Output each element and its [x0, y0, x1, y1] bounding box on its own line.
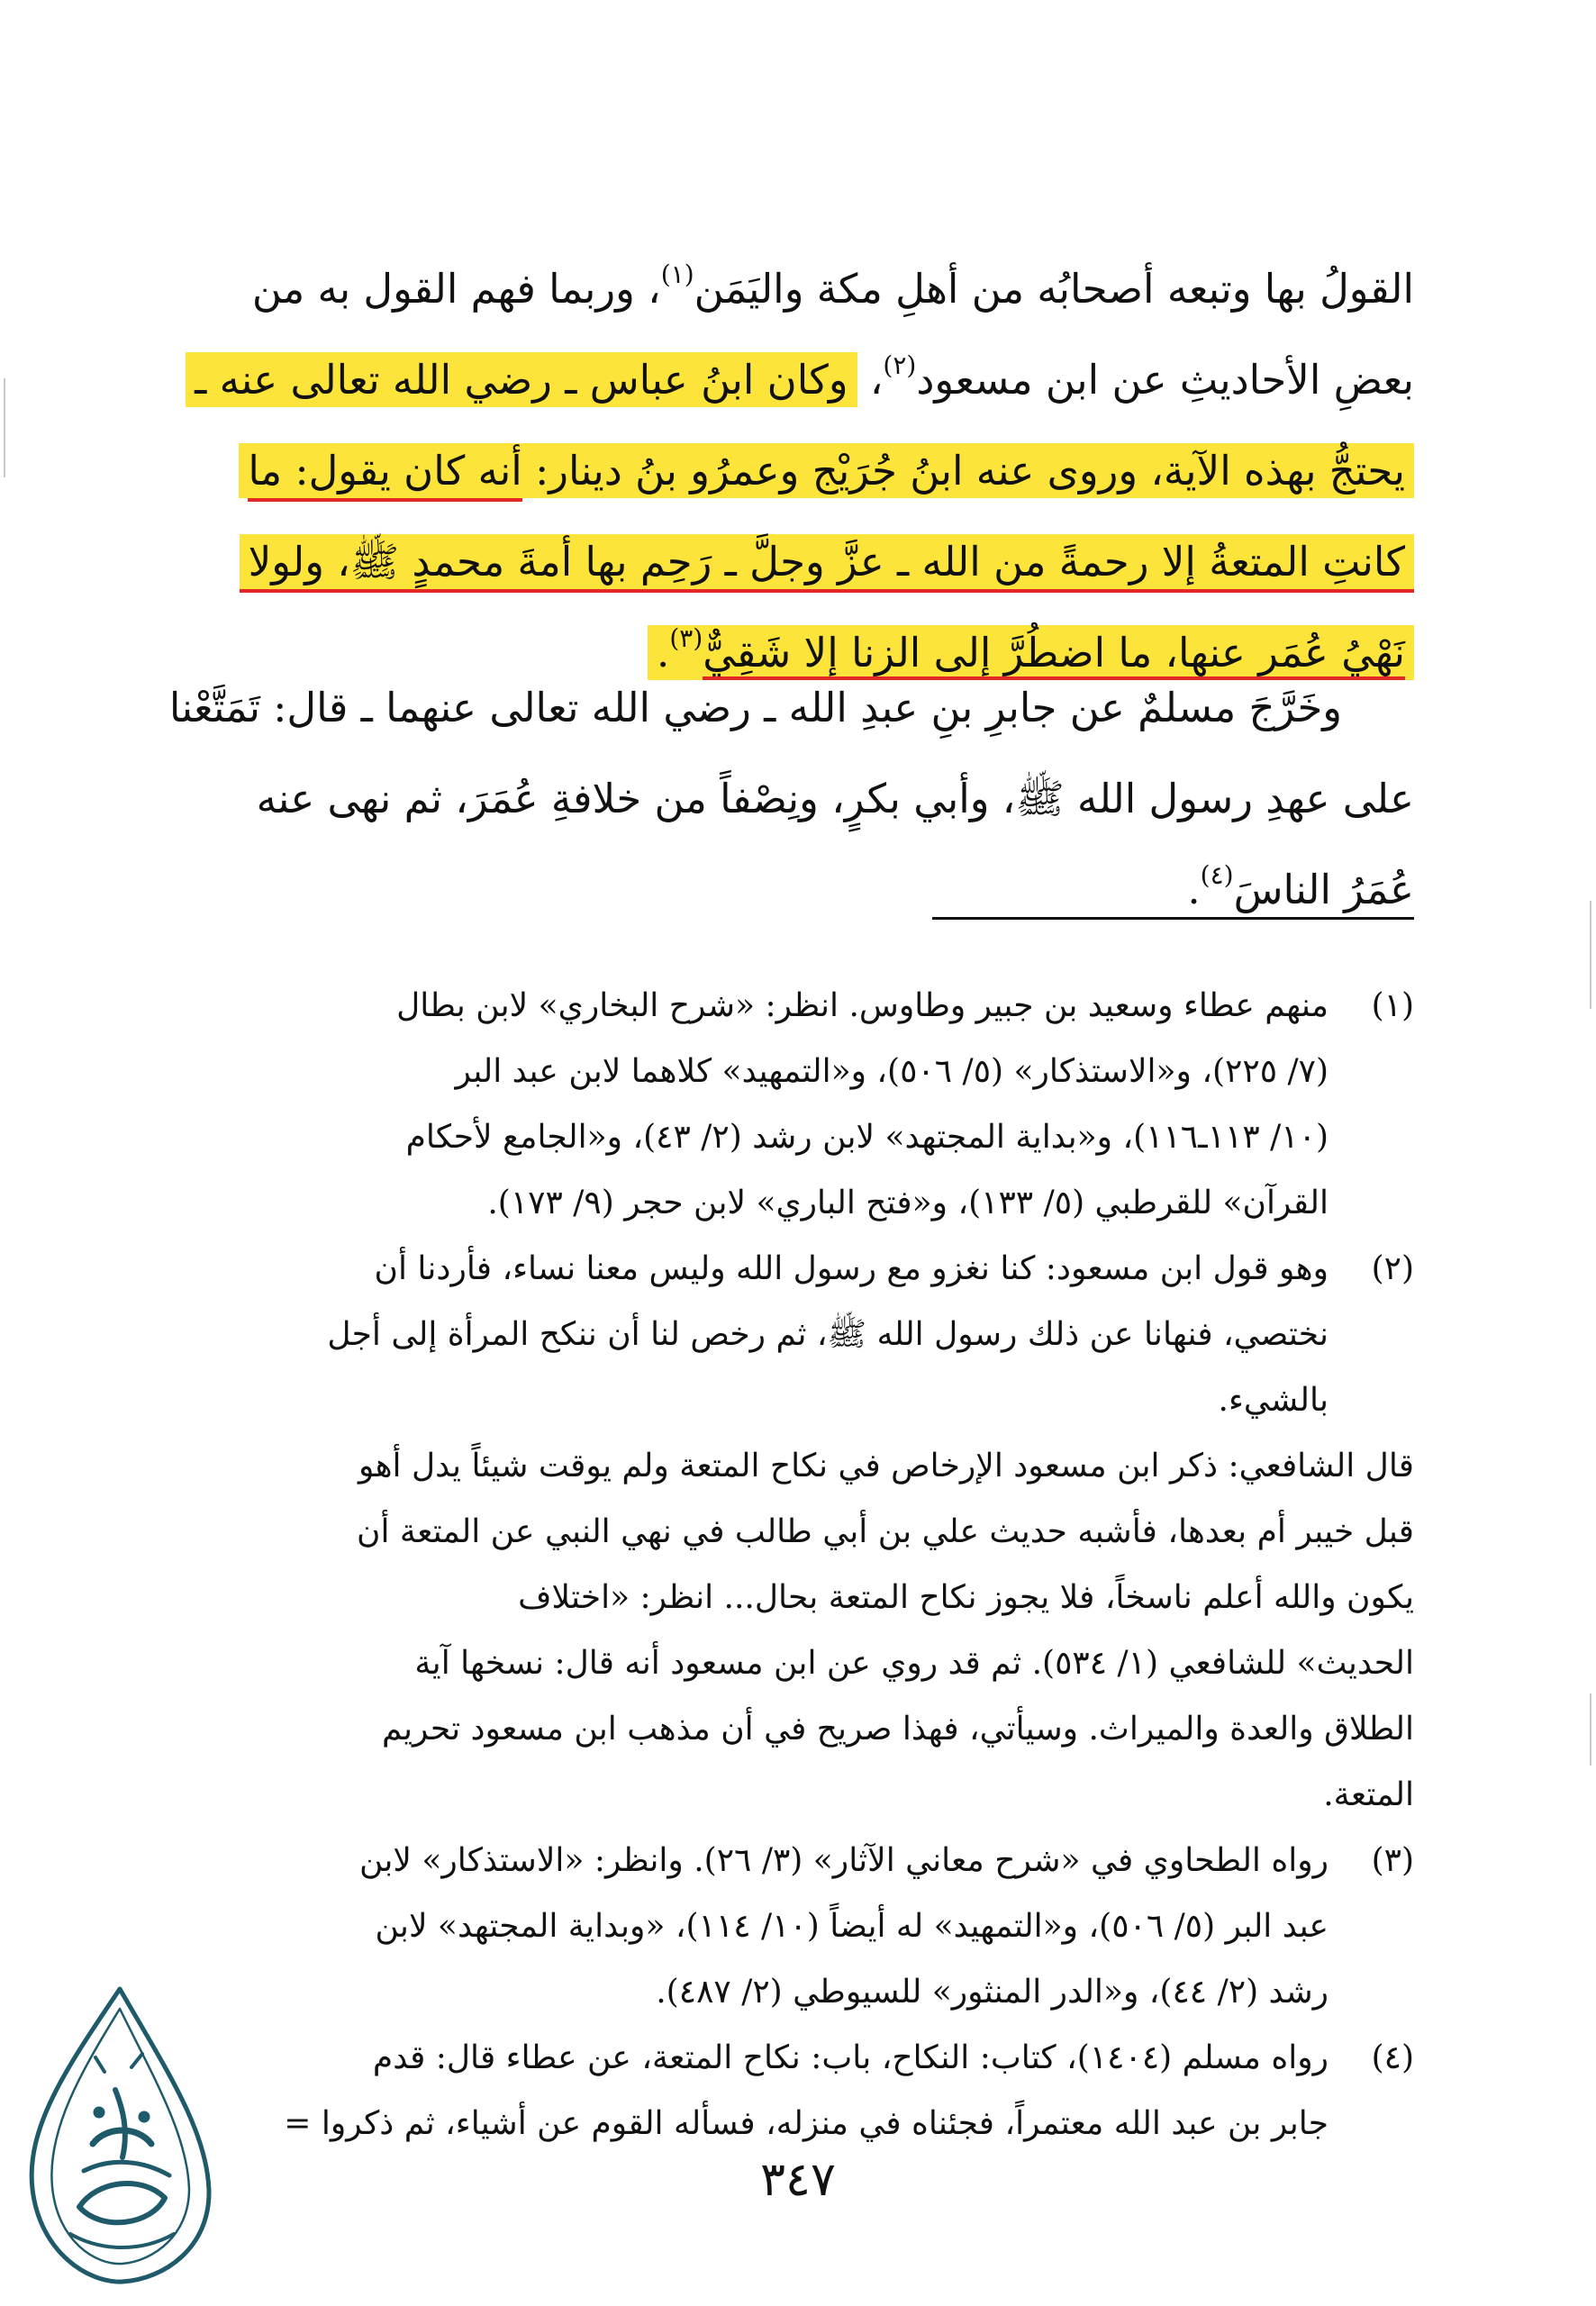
footnote-1 — [225, 973, 1414, 1236]
footnote-ref-2[interactable]: (٢) — [883, 350, 917, 380]
crop-mark — [4, 378, 5, 477]
footnote-line: يكون والله أعلم ناسخاً، فلا يجوز نكاح المتعة بحال... انظر: «اختلاف — [518, 1579, 1414, 1616]
crop-mark — [1590, 901, 1591, 1009]
underlined-text: أنه كان يقول: ما — [248, 447, 521, 502]
text-line — [225, 844, 1414, 935]
footnote-line: (٧/ ٢٢٥)، و«الاستذكار» (٥/ ٥٠٦)، و«التمهيد» كلاهما لابن عبد البر — [455, 1053, 1328, 1090]
footnote-number: (٣) — [1371, 1842, 1414, 1879]
footnote-line: قبل خيبر أم بعدها، فأشبه حديث علي بن أبي طالب في نهي النبي عن المتعة أن — [357, 1513, 1414, 1550]
highlighted-underlined-text: كانتِ المتعةُ إلا رحمةً من الله ـ عزَّ وجلَّ ـ رَحِم بها أمةَ محمدٍ ﷺ، ولولا — [240, 534, 1414, 593]
footnote-line: منهم عطاء وسعيد بن جبير وطاوس. انظر: «شرح البخاري» لابن بطال — [396, 987, 1328, 1024]
text-line: وخَرَّجَ مسلمٌ عن جابرِ بنِ عبدِ الله ـ رضي الله تعالى عنهما ـ قال: تَمَتَّعْنا — [168, 684, 1342, 731]
footnote-line: عبد البر (٥/ ٥٠٦)، و«التمهيد» له أيضاً (١٠/ ١١٤)، «وبداية المجتهد» لابن — [375, 1908, 1328, 1945]
footnote-number: (٢) — [1371, 1250, 1414, 1287]
footnote-body — [225, 1828, 1414, 2025]
footnote-number: (١) — [1371, 987, 1414, 1024]
footnote-line: رواه مسلم (١٤٠٤)، كتاب: النكاح، باب: نكاح المتعة، عن عطاء قال: قدم — [372, 2039, 1328, 2076]
text-span: يحتجُّ بهذه الآية، وروى عنه ابنُ جُرَيْج وعمرُو بنُ دينار: — [535, 447, 1405, 495]
text-line — [225, 516, 1414, 607]
footnote-body — [225, 1236, 1414, 1433]
text-line: على عهدِ رسول الله ﷺ، وأبي بكرٍ، ونِصْفاً من خلافةِ عُمَرَ، ثم نهى عنه — [256, 775, 1414, 822]
footnotes-section — [225, 973, 1414, 2156]
footnote-line: وهو قول ابن مسعود: كنا نغزو مع رسول الله وليس معنا نساء، فأردنا أن — [374, 1250, 1328, 1287]
footnote-body — [225, 973, 1414, 1236]
footnote-line: الحديث» للشافعي (١/ ٥٣٤). ثم قد روي عن ابن مسعود أنه قال: نسخها آية — [414, 1645, 1414, 1682]
footnote-line: المتعة. — [1323, 1776, 1414, 1813]
footnote-line: رشد (٢/ ٤٤)، و«الدر المنثور» للسيوطي (٢/ ٤٨٧). — [656, 1974, 1328, 2011]
footnote-3 — [225, 1828, 1414, 2025]
crop-mark — [1590, 1693, 1591, 1766]
footnote-ref-4[interactable]: (٤) — [1200, 860, 1234, 890]
footnote-4 — [225, 2025, 1414, 2156]
footnote-continuation — [225, 1433, 1414, 1828]
text-span: ، وربما فهم القول به من — [251, 265, 661, 313]
text-line — [195, 334, 1414, 425]
text-span: . — [657, 629, 670, 676]
footnote-2 — [225, 1236, 1414, 1828]
footnote-number: (٤) — [1371, 2039, 1414, 2076]
text-span: ، — [869, 356, 884, 404]
main-paragraph-1 — [195, 243, 1414, 698]
footnote-line: نختصي، فنهانا عن ذلك رسول الله ﷺ، ثم رخص لنا أن ننكح المرأة إلى أجل — [327, 1316, 1328, 1353]
footnote-divider — [932, 917, 1414, 920]
calligraphy-watermark-icon — [16, 1982, 223, 2288]
highlighted-text: وكان ابنُ عباس ـ رضي الله تعالى عنه ـ — [186, 352, 857, 407]
text-line — [225, 243, 1414, 334]
footnote-line: بالشيء. — [1218, 1382, 1328, 1419]
footnote-line: رواه الطحاوي في «شرح معاني الآثار» (٣/ ٢٦). وانظر: «الاستذكار» لابن — [359, 1842, 1328, 1879]
text-span: بعضِ الأحاديثِ عن ابن مسعود — [916, 356, 1414, 404]
footnote-line: قال الشافعي: ذكر ابن مسعود الإرخاص في نكاح المتعة ولم يوقت شيئاً يدل أهو — [358, 1448, 1414, 1484]
footnote-ref-1[interactable]: (١) — [660, 259, 694, 289]
footnote-line: القرآن» للقرطبي (٥/ ١٣٣)، و«فتح الباري» لابن حجر (٩/ ١٧٣). — [487, 1185, 1328, 1221]
footnote-ref-3[interactable]: (٣) — [669, 623, 703, 653]
text-span: القولُ بها وتبعه أصحابُه من أهلِ مكة واليَمَن — [694, 265, 1414, 313]
footnote-line: الطلاق والعدة والميراث. وسيأتي، فهذا صريح في أن مذهب ابن مسعود تحريم — [381, 1711, 1414, 1748]
footnote-body — [225, 2025, 1414, 2156]
text-span: عُمَرُ الناسَ — [1233, 866, 1414, 913]
main-paragraph-2 — [168, 662, 1414, 935]
footnote-line: (١٠/ ١١٣ـ١١٦)، و«بداية المجتهد» لابن رشد (٢/ ٤٣)، و«الجامع لأحكام — [405, 1119, 1328, 1156]
text-span: . — [1187, 866, 1201, 913]
text-line — [225, 425, 1414, 516]
page-number: ٣٤٧ — [760, 2153, 836, 2207]
text-span: نَهْيُ عُمَر عنها، ما اضطُرَّ إلى الزنا إلا شَقِيٌّ — [703, 629, 1405, 680]
highlighted-text — [239, 443, 1414, 498]
footnote-line: جابر بن عبد الله معتمراً، فجئناه في منزله، فسأله القوم عن أشياء، ثم ذكروا = — [284, 2105, 1328, 2142]
